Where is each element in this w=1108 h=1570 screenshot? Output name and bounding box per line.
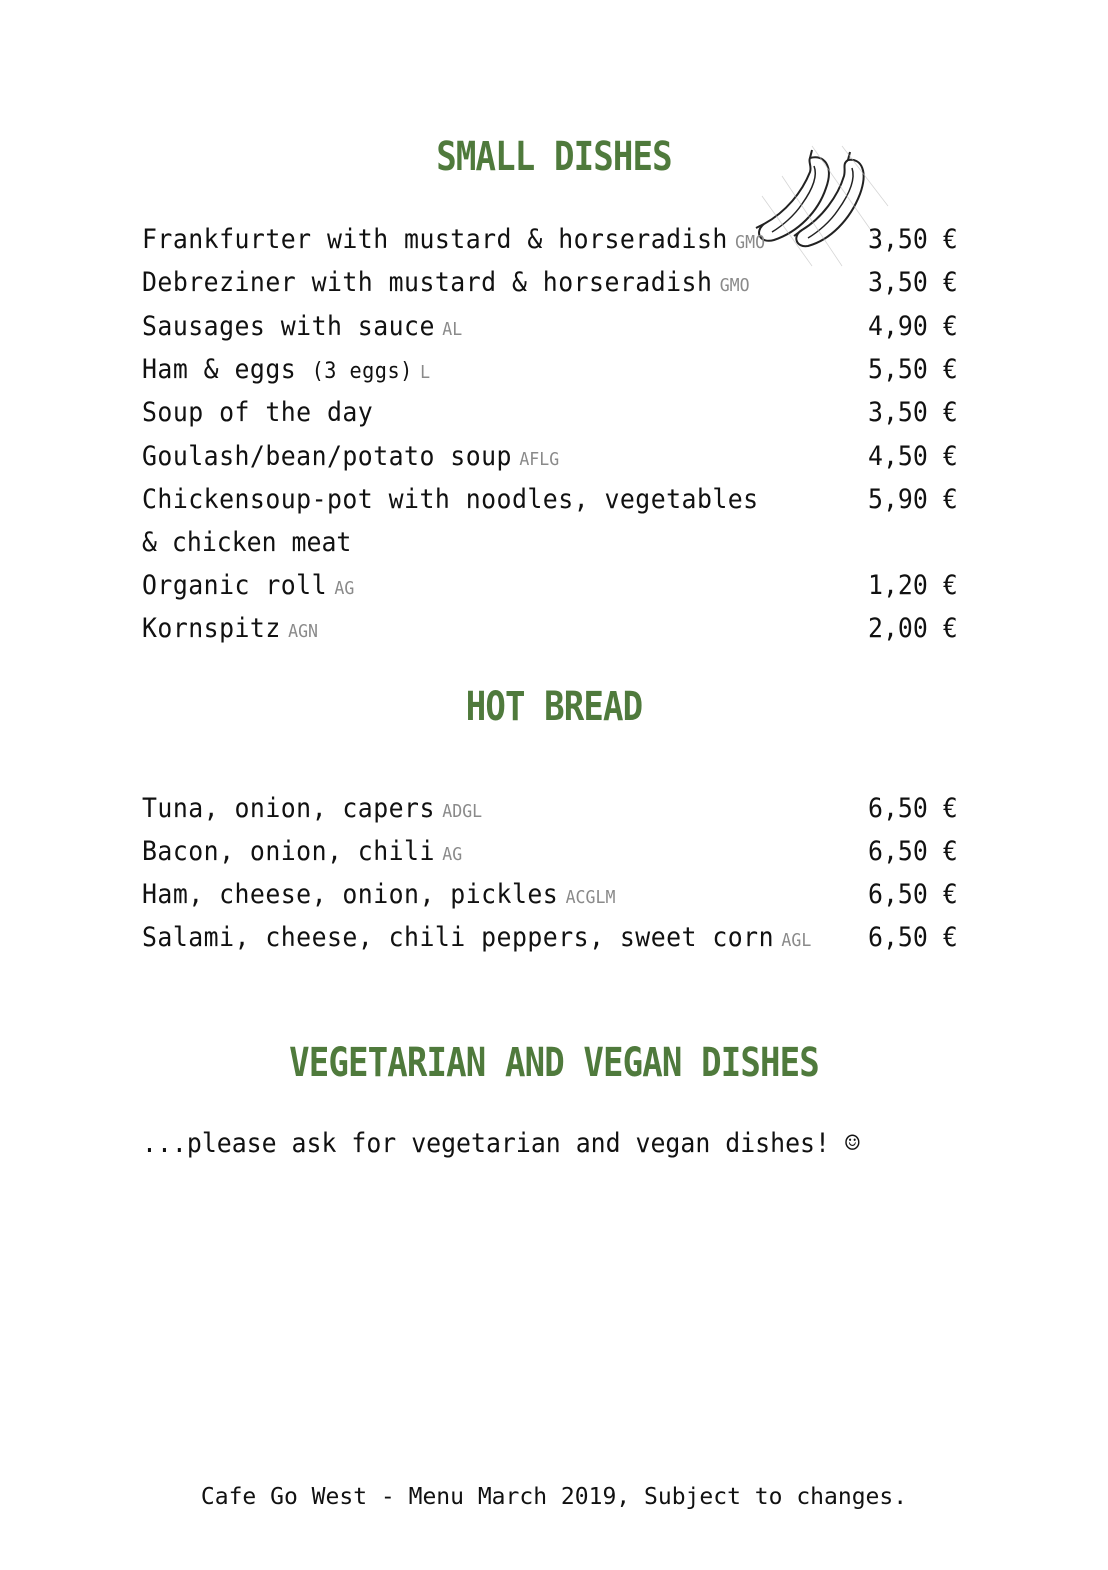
allergen-codes: AL	[442, 319, 463, 340]
vegetarian-note: ...please ask for vegetarian and vegan dishes! ☺	[142, 1128, 860, 1159]
allergen-codes: AGL	[781, 930, 812, 951]
item-price: 3,50 €	[868, 267, 958, 298]
menu-item	[142, 224, 962, 264]
item-price: 5,50 €	[868, 354, 958, 385]
item-name: Ham & eggs	[142, 354, 297, 385]
allergen-codes: ACGLM	[565, 887, 616, 908]
menu-item	[142, 836, 962, 876]
item-price: 6,50 €	[868, 922, 958, 953]
item-name-continuation: & chicken meat	[142, 527, 352, 558]
allergen-codes: L	[420, 362, 431, 383]
item-name: Chickensoup-pot with noodles, vegetables	[142, 484, 759, 515]
item-price: 4,50 €	[868, 441, 958, 472]
item-price: 3,50 €	[868, 224, 958, 255]
item-name: Goulash/bean/potato soup	[142, 441, 512, 472]
item-price: 4,90 €	[868, 311, 958, 342]
allergen-codes: ADGL	[442, 801, 483, 822]
item-price: 6,50 €	[868, 879, 958, 910]
item-price: 5,90 €	[868, 484, 958, 515]
menu-item	[142, 570, 962, 610]
item-name: Frankfurter with mustard & horseradish	[142, 224, 728, 255]
item-name: Organic roll	[142, 570, 327, 601]
item-name: Kornspitz	[142, 613, 281, 644]
item-price: 2,00 €	[868, 613, 958, 644]
item-price: 6,50 €	[868, 793, 958, 824]
item-price: 1,20 €	[868, 570, 958, 601]
footer-text: Cafe Go West - Menu March 2019, Subject to changes.	[200, 1484, 908, 1510]
menu-item	[142, 922, 962, 962]
menu-item	[142, 441, 962, 481]
item-note: (3 eggs)	[311, 359, 413, 384]
menu-item	[142, 397, 962, 437]
item-name: Ham, cheese, onion, pickles	[142, 879, 559, 910]
menu-item	[142, 484, 962, 524]
item-name: Bacon, onion, chili	[142, 836, 435, 867]
allergen-codes: GMO	[735, 232, 766, 253]
item-name: Sausages with sauce	[142, 311, 435, 342]
item-price: 3,50 €	[868, 397, 958, 428]
menu-item	[142, 879, 962, 919]
item-price: 6,50 €	[868, 836, 958, 867]
item-name: Tuna, onion, capers	[142, 793, 435, 824]
allergen-codes: AFLG	[519, 449, 560, 470]
vegetarian-heading: VEGETARIAN AND VEGAN DISHES	[289, 1040, 819, 1086]
small-dishes-heading: SMALL DISHES	[436, 134, 672, 180]
menu-item	[142, 793, 962, 833]
allergen-codes: AG	[334, 578, 355, 599]
item-name: Debreziner with mustard & horseradish	[142, 267, 713, 298]
menu-item	[142, 613, 962, 653]
hot-bread-heading: HOT BREAD	[465, 684, 643, 730]
allergen-codes: GMO	[719, 275, 750, 296]
menu-item	[142, 267, 962, 307]
menu-item	[142, 311, 962, 351]
item-name: Salami, cheese, chili peppers, sweet corn	[142, 922, 775, 953]
menu-item	[142, 354, 962, 394]
allergen-codes: AGN	[288, 621, 319, 642]
item-name: Soup of the day	[142, 397, 374, 428]
allergen-codes: AG	[442, 844, 463, 865]
